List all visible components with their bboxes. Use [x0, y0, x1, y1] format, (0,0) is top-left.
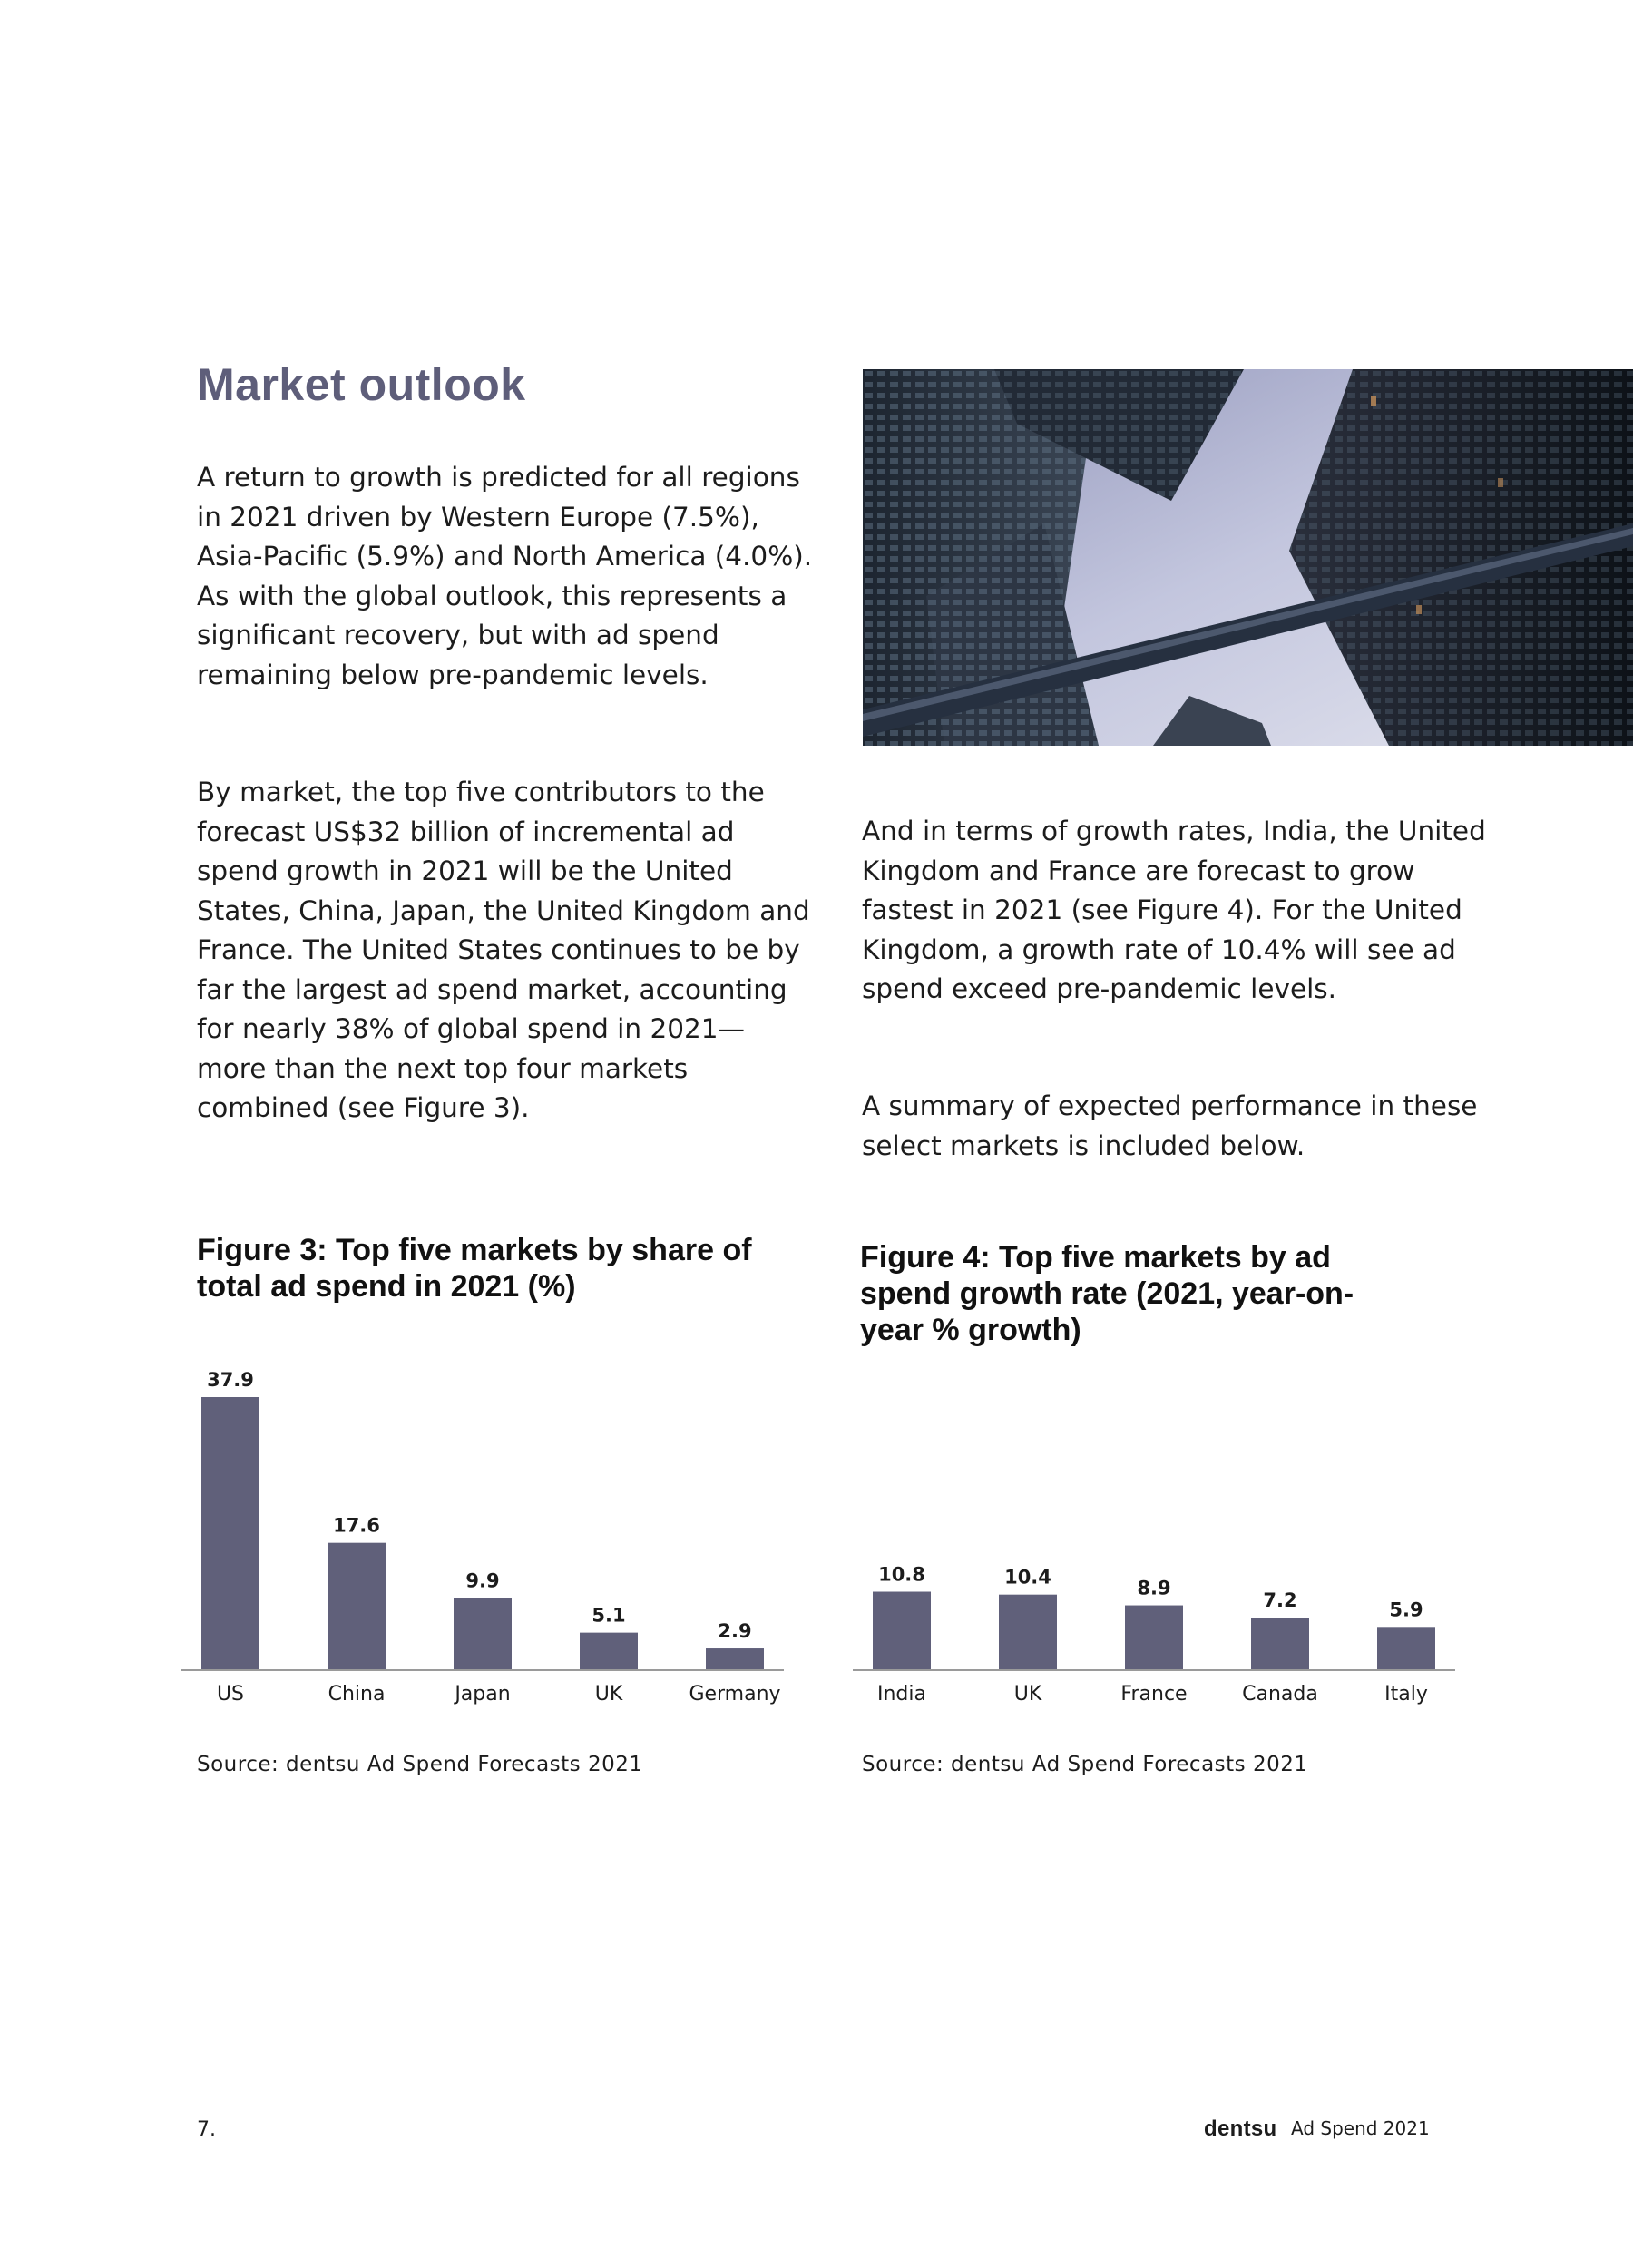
figure3-bar-germany	[706, 1648, 764, 1669]
figure3-chart	[181, 1361, 798, 1724]
figure3-source: Source: dentsu Ad Spend Forecasts 2021	[197, 1753, 643, 1776]
paragraph-growth: And in terms of growth rates, India, the United Kingdom and France are forecast to grow fastest in 2021 (see Figure 4). For the United Kingdom, a growth rate of 10.4% will see ad spend exceed pre-pandemic levels.	[862, 816, 1486, 1004]
figure3-title-block	[197, 1232, 777, 1305]
figure3-category-label: US	[216, 1683, 245, 1706]
figure4-category-label: Italy	[1384, 1683, 1428, 1706]
figure4-bar-france	[1125, 1606, 1183, 1669]
figure4-bar-uk	[999, 1595, 1057, 1669]
figure4-value-label: 5.9	[1389, 1598, 1423, 1621]
figure3-bar-china	[328, 1543, 386, 1669]
figure3-value-label: 37.9	[207, 1369, 254, 1391]
figure4-source: Source: dentsu Ad Spend Forecasts 2021	[862, 1753, 1308, 1776]
figure3-value-label: 9.9	[465, 1569, 500, 1592]
figure4-chart	[853, 1361, 1470, 1724]
skyscrapers-photo	[863, 369, 1633, 746]
figure4-title: Figure 4: Top five markets by ad spend growth rate (2021, year-on-year % growth)	[860, 1240, 1354, 1347]
figure4-value-label: 7.2	[1263, 1589, 1297, 1612]
figure3-category-label: Germany	[689, 1683, 781, 1706]
figure4-bar-india	[873, 1592, 931, 1669]
document-title: Ad Spend 2021	[1291, 2117, 1430, 2139]
figure3-value-label: 17.6	[333, 1514, 380, 1537]
paragraph-markets: By market, the top five contributors to the forecast US$32 billion of incremental ad spend growth in 2021 will be the United States, China, Japan, the United Kingdom and France. The United States continues to be by far the largest ad spend market, accounting for nearly 38% of global spend in 2021—more than the next top four markets combined (see Figure 3).	[197, 777, 810, 1123]
figure4-value-label: 10.4	[1004, 1566, 1051, 1589]
figure3-bar-japan	[454, 1598, 512, 1669]
page-title: Market outlook	[197, 359, 526, 410]
figure4-category-label: Canada	[1242, 1683, 1318, 1706]
figure4-value-label: 8.9	[1137, 1577, 1171, 1599]
brand-logo: dentsu	[1204, 2116, 1277, 2141]
figure4-category-label: India	[877, 1683, 926, 1706]
figure4-bar-italy	[1377, 1627, 1435, 1669]
figure4-category-label: UK	[1013, 1683, 1042, 1706]
figure3-category-label: China	[328, 1683, 386, 1706]
figure4-title-block	[860, 1239, 1368, 1348]
figure3-value-label: 2.9	[718, 1620, 752, 1643]
paragraph-summary: A summary of expected performance in these select markets is included below.	[862, 1090, 1478, 1161]
paragraph-regions: A return to growth is predicted for all regions in 2021 driven by Western Europe (7.5%), Asia-Pacific (5.9%) and North America (4.0%). As with the global outlook, this represents a significant recovery, but with ad spend remaining below pre-pandemic levels.	[197, 462, 813, 690]
figure4-bar-canada	[1251, 1618, 1309, 1669]
figure4-category-label: France	[1120, 1683, 1188, 1706]
skyscrapers-image	[863, 369, 1633, 746]
figure3-bar-us	[201, 1397, 259, 1669]
figure3-title: Figure 3: Top five markets by share of total ad spend in 2021 (%)	[197, 1233, 752, 1304]
page-number: 7.	[197, 2118, 216, 2141]
figure3-value-label: 5.1	[592, 1604, 626, 1627]
figure4-value-label: 10.8	[878, 1563, 925, 1586]
figure3-bar-uk	[580, 1633, 638, 1669]
figure3-category-label: UK	[594, 1683, 623, 1706]
figure3-category-label: Japan	[455, 1683, 511, 1706]
